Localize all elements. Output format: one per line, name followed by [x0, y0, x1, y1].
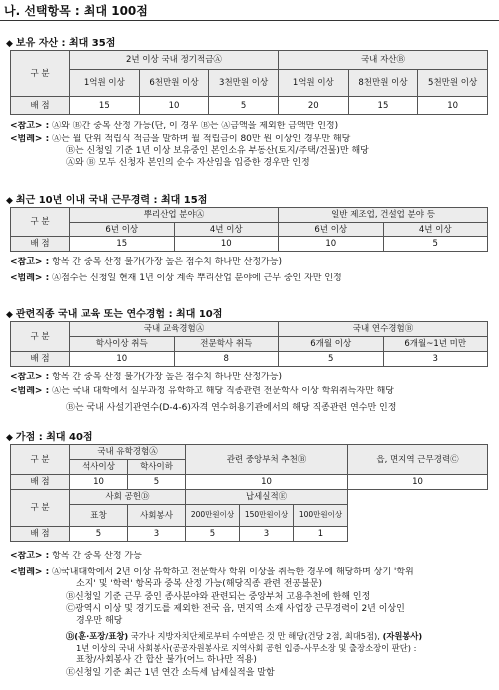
- score-cell: 5: [209, 97, 279, 115]
- legend-emphasis: Ⓓ(훈·포장/표창): [66, 631, 129, 641]
- legend-text: Ⓐ점수는 신청일 현재 1년 이상 계속 뿌리산업 분야에 근무 중인 자만 인정: [52, 273, 342, 283]
- legend-text: Ⓐ는 월 단위 적립식 적금을 말하며 월 적립금이 80만 원 이상인 경우만 해당: [52, 134, 351, 144]
- diamond-icon: ◆: [6, 433, 13, 443]
- empty-cell: [348, 490, 488, 542]
- column-header: 8천만원 이상: [348, 70, 418, 97]
- diamond-icon: ◆: [6, 39, 13, 49]
- score-cell: 3: [240, 527, 294, 542]
- column-header: 4년 이상: [383, 223, 488, 237]
- column-header: 표창: [70, 505, 128, 527]
- legend-text: 국가나 지방자치단체로부터 수여받은 것 만 해당(건당 2점, 최대5점),: [128, 631, 383, 641]
- note-label: <참고> :: [10, 372, 50, 382]
- section-heading-education: [6, 305, 222, 320]
- gubun-cell: 구 분: [11, 322, 70, 352]
- diamond-icon: ◆: [6, 310, 13, 320]
- score-cell: 5: [279, 352, 384, 367]
- note-text: 항목 간 중복 산정 불가(가장 높은 점수치 하나만 산정가능): [52, 257, 282, 267]
- career-table: [10, 207, 488, 252]
- recommend-header: 관련 중앙부처 추천Ⓑ: [186, 445, 348, 475]
- column-header: 200만원이상: [186, 505, 240, 527]
- column-header: 1억원 이상: [70, 70, 140, 97]
- column-header: 6천만원 이상: [139, 70, 209, 97]
- score-cell: 10: [348, 475, 488, 490]
- section-heading-text: 보유 자산 : 최대 35점: [15, 38, 116, 49]
- note-label: <참고> :: [10, 121, 50, 131]
- legend-line: Ⓐ와 Ⓑ 모두 신청자 본인의 순수 자산임을 입증한 경우만 인정: [66, 158, 310, 168]
- score-label: 배 점: [11, 97, 70, 115]
- legend-label: <범례> :: [10, 567, 50, 577]
- note-text: 항목 간 중복 산정 불가(가장 높은 점수치 하나만 산정가능): [52, 372, 282, 382]
- score-cell: 15: [348, 97, 418, 115]
- score-cell: 5: [70, 527, 128, 542]
- score-cell: 1: [294, 527, 348, 542]
- column-header: 전문학사 취득: [174, 337, 279, 352]
- legend-emphasis: (자원봉사): [382, 631, 423, 641]
- gubun-cell: 구 분: [11, 490, 70, 527]
- score-cell: 10: [186, 475, 348, 490]
- legend-text: Ⓐ국내대학에서 2년 이상 유학하고 전문학사 학위 이상을 취득한 경우에 해당하며 상기 '학위: [52, 567, 414, 577]
- region-header: 읍, 면지역 근무경력Ⓒ: [348, 445, 488, 475]
- section-heading-assets: [6, 34, 115, 49]
- legend-line-d: [66, 631, 422, 642]
- column-header: 4년 이상: [174, 223, 279, 237]
- group-header: 국내 연수경험Ⓑ: [279, 322, 488, 337]
- column-header: 150만원이상: [240, 505, 294, 527]
- score-cell: 10: [139, 97, 209, 115]
- column-header: 1억원 이상: [278, 70, 348, 97]
- column-header: 100만원이상: [294, 505, 348, 527]
- legend-line: 소지' 및 '학력' 항목과 중복 산정 가능(해당직종 관련 전공불문): [76, 579, 322, 589]
- group-header: 국내 교육경험Ⓐ: [70, 322, 279, 337]
- assets-table: [10, 50, 488, 115]
- group-header: 납세실적Ⓔ: [186, 490, 348, 505]
- group-header: 일반 제조업, 건설업 분야 등: [279, 208, 488, 223]
- section-heading-text: 가점 : 최대 40점: [15, 432, 93, 443]
- gubun-cell: 구 분: [11, 445, 70, 475]
- note-label: <참고> :: [10, 551, 50, 561]
- group-header: 사회 공헌Ⓓ: [70, 490, 186, 505]
- column-header: 5천만원 이상: [418, 70, 488, 97]
- legend-label: <범례> :: [10, 386, 50, 396]
- education-table: [10, 321, 488, 367]
- score-cell: 3: [128, 527, 186, 542]
- bonus-table: [10, 444, 488, 542]
- score-cell: 10: [418, 97, 488, 115]
- column-header: 6년 이상: [279, 223, 384, 237]
- legend-line: [10, 386, 493, 397]
- group-header: 뿌리산업 분야Ⓐ: [70, 208, 279, 223]
- diamond-icon: ◆: [6, 196, 13, 206]
- legend-line: [10, 273, 493, 284]
- score-label: 배 점: [11, 237, 70, 252]
- legend-line: Ⓔ신청일 기준 최근 1년 연간 소득세 납세실적을 말함: [66, 668, 275, 678]
- score-cell: 10: [70, 475, 128, 490]
- group-header: 2년 이상 국내 정기적금Ⓐ: [70, 51, 279, 70]
- legend-line: [10, 567, 493, 578]
- score-cell: 15: [70, 97, 140, 115]
- legend-line: 1년 이상의 국내 사회봉사(공공자원봉사로 지역사회 공헌 입증-사무소장 및 출장소장이 판단) :: [76, 643, 417, 653]
- note-label: <참고> :: [10, 257, 50, 267]
- score-label: 배 점: [11, 475, 70, 490]
- column-header: 6개월~1년 미만: [383, 337, 488, 352]
- gubun-cell: 구 분: [11, 51, 70, 97]
- legend-line: 경우만 해당: [76, 616, 123, 626]
- note-line: [10, 257, 493, 268]
- column-header: 학사이상 취득: [70, 337, 175, 352]
- score-cell: 5: [383, 237, 488, 252]
- note-text: 항목 간 중복 산정 가능: [52, 551, 142, 561]
- legend-label: <범례> :: [10, 273, 50, 283]
- section-heading-bonus: [6, 428, 93, 443]
- legend-label: <범례> :: [10, 134, 50, 144]
- group-header: 국내 유학경험Ⓐ: [70, 445, 186, 460]
- note-line: [10, 551, 493, 562]
- score-cell: 5: [128, 475, 186, 490]
- note-text: Ⓐ와 Ⓑ간 중복 산정 가능(단, 이 경우 Ⓑ는 Ⓐ금액을 제외한 금액만 인정): [52, 121, 339, 131]
- score-cell: 10: [174, 237, 279, 252]
- score-cell: 8: [174, 352, 279, 367]
- score-label: 배 점: [11, 527, 70, 542]
- score-cell: 15: [70, 237, 175, 252]
- legend-line: Ⓑ는 신청일 기준 1년 이상 보유중인 본인소유 부동산(토지/주택/건물)만 해당: [66, 146, 369, 156]
- column-header: 석사이상: [70, 460, 128, 475]
- legend-text: Ⓐ는 국내 대학에서 실무과정 유학하고 해당 직종관련 전문학사 이상 학위취득자만 해당: [52, 386, 394, 396]
- column-header: 학사이하: [128, 460, 186, 475]
- score-cell: 5: [186, 527, 240, 542]
- title-underline: [0, 20, 499, 21]
- section-heading-text: 관련직종 국내 교육 또는 연수경험 : 최대 10점: [15, 309, 223, 320]
- score-label: 배 점: [11, 352, 70, 367]
- score-cell: 20: [278, 97, 348, 115]
- legend-line: Ⓑ는 국내 사설기관연수(D-4-6)자격 연수허용기관에서의 해당 직종관련 연수만 인정: [66, 403, 397, 413]
- group-header: 국내 자산Ⓑ: [278, 51, 487, 70]
- column-header: 사회봉사: [128, 505, 186, 527]
- section-heading-text: 최근 10년 이내 국내 근무경력 : 최대 15점: [15, 195, 208, 206]
- section-heading-career: [6, 191, 207, 206]
- page-title: 나. 선택항목 : 최대 100점: [4, 4, 148, 18]
- column-header: 3천만원 이상: [209, 70, 279, 97]
- score-cell: 3: [383, 352, 488, 367]
- gubun-cell: 구 분: [11, 208, 70, 237]
- note-line: [10, 121, 493, 132]
- legend-line: [10, 134, 493, 145]
- legend-line: 표창/사회봉사 간 합산 불가(어느 하나만 적용): [76, 655, 257, 665]
- column-header: 6년 이상: [70, 223, 175, 237]
- legend-line: Ⓑ신청일 기준 근무 중인 종사분야와 관련되는 중앙부처 고용추천에 한해 인정: [66, 592, 371, 602]
- score-cell: 10: [70, 352, 175, 367]
- note-line: [10, 372, 493, 383]
- legend-line: Ⓒ광역시 이상 및 경기도를 제외한 전국 읍, 면지역 소재 사업장 근무경력이 2년 이상인: [66, 604, 405, 614]
- score-cell: 10: [279, 237, 384, 252]
- column-header: 6개월 이상: [279, 337, 384, 352]
